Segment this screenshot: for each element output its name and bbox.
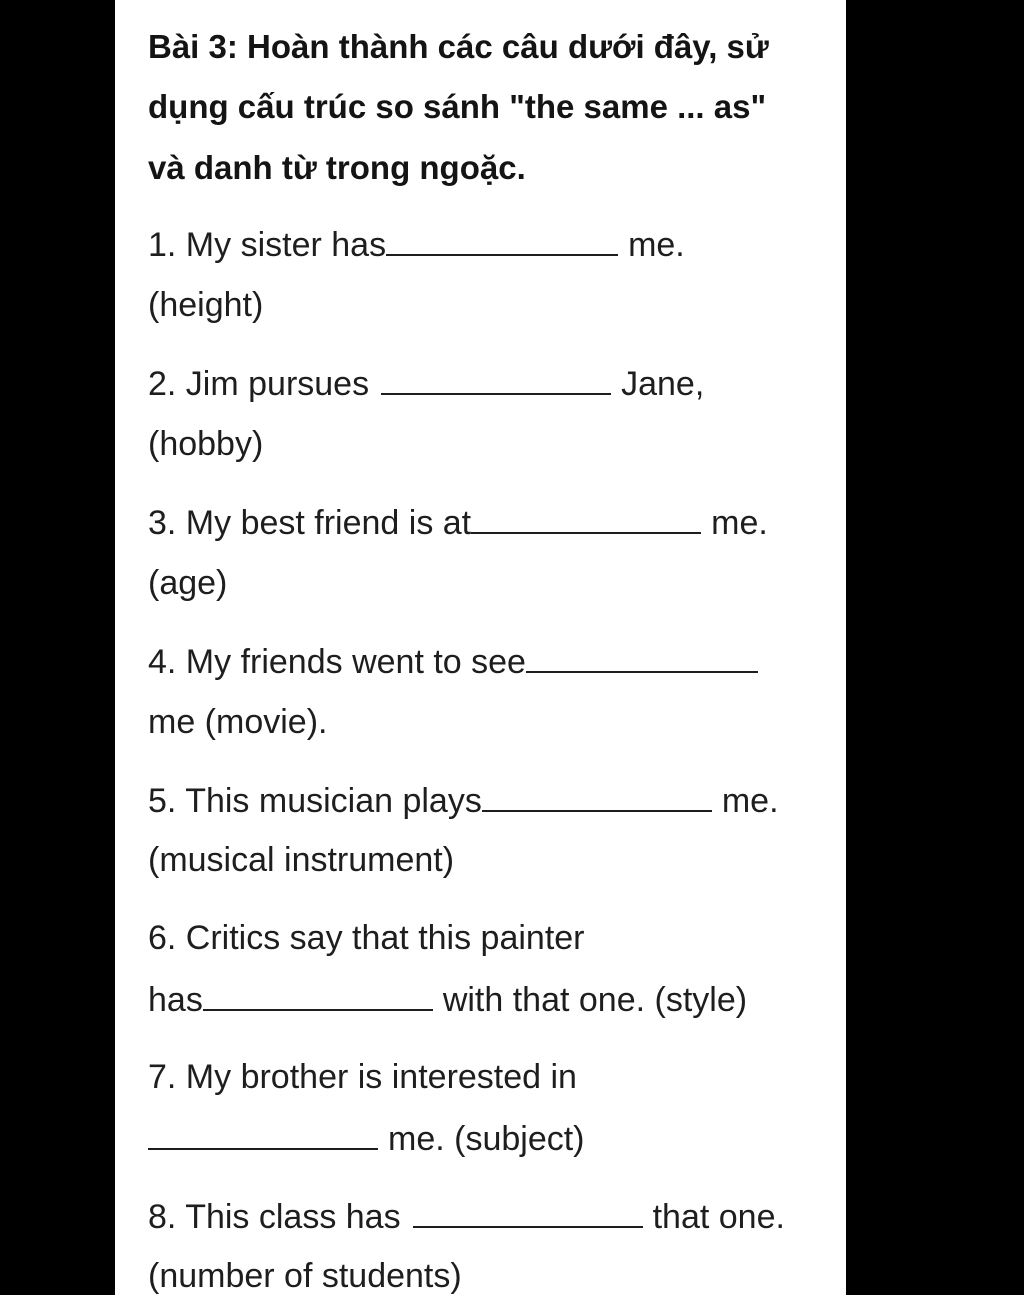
question-1-blank: [386, 224, 618, 256]
question-7-line-1: 7. My brother is interested in: [148, 1058, 577, 1096]
question-2-blank: [381, 363, 611, 395]
question-4-line-1: [148, 641, 758, 682]
question-6-text: has: [148, 981, 203, 1019]
question-5-text: 5. This musician plays: [148, 782, 482, 820]
question-3-line-1: [148, 502, 768, 543]
exercise-title-line-1: Bài 3: Hoàn thành các câu dưới đây, sử: [148, 28, 769, 65]
question-1-hint: (height): [148, 286, 264, 324]
question-3-blank: [471, 502, 701, 534]
question-2-tail: Jane,: [621, 365, 705, 403]
question-6-tail: with that one. (style): [442, 981, 748, 1019]
question-8-tail: that one.: [652, 1198, 785, 1236]
question-2-hint: (hobby): [148, 425, 264, 463]
question-5-line-1: [148, 780, 779, 821]
question-3-hint: (age): [148, 564, 228, 602]
question-6-blank: [203, 979, 433, 1011]
question-6-line-1: 6. Critics say that this painter: [148, 919, 585, 957]
question-4-blank: [526, 641, 758, 673]
question-6-line-2: [148, 979, 747, 1020]
question-7-line-2: [148, 1118, 585, 1159]
question-3-tail: me.: [711, 504, 768, 542]
question-5-blank: [482, 780, 712, 812]
question-7-blank: [148, 1118, 378, 1150]
question-8-line-1: [148, 1196, 785, 1237]
question-7-tail: me. (subject): [388, 1120, 585, 1158]
worksheet-page: [115, 0, 846, 1295]
question-8-text: 8. This class has: [148, 1198, 401, 1236]
exercise-title-line-3: và danh từ trong ngoặc.: [148, 149, 526, 186]
question-5-tail: me.: [721, 782, 779, 820]
question-5-hint: (musical instrument): [148, 841, 455, 879]
question-8-blank: [413, 1196, 643, 1228]
question-2-line-1: [148, 363, 704, 404]
question-3-text: 3. My best friend is at: [148, 504, 472, 542]
question-1-line-1: [148, 224, 685, 265]
question-2-text: 2. Jim pursues: [148, 365, 370, 403]
question-1-tail: me.: [628, 226, 685, 264]
question-4-hint: me (movie).: [148, 703, 328, 741]
exercise-title-line-2: dụng cấu trúc so sánh "the same ... as": [148, 88, 767, 125]
question-8-hint: (number of students): [148, 1257, 462, 1295]
question-1-text: 1. My sister has: [148, 226, 387, 264]
question-4-text: 4. My friends went to see: [148, 643, 526, 681]
